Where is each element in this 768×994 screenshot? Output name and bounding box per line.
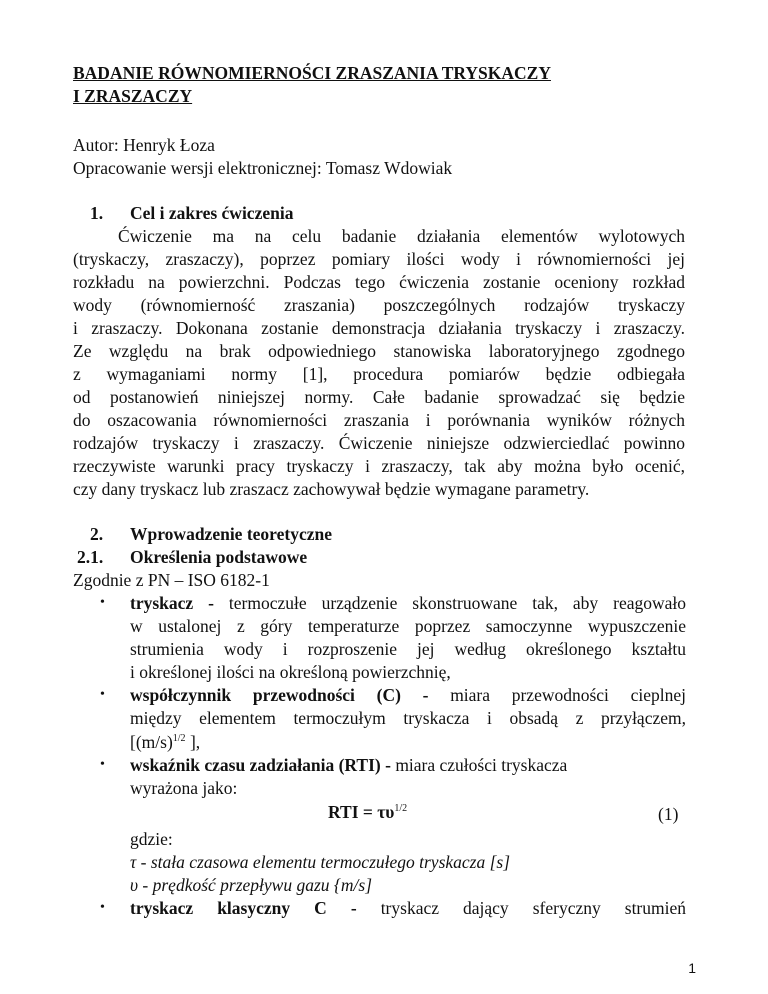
where-label: gdzie: <box>130 829 173 849</box>
section-1-line: Ze względu na brak odpowiedniego stanowiska laboratoryjnego zgodnego <box>73 341 685 361</box>
variable-v: υ - prędkość przepływu gazu {m/s] <box>130 875 373 895</box>
definition-2-line: między elementem termoczułym tryskacza i obsadą z przyłączem, <box>130 708 686 728</box>
section-1-line: z wymaganiami normy [1], procedura pomiarów będzie odbiegała <box>73 364 685 384</box>
definition-2-text: miara przewodności cieplnej <box>450 685 687 705</box>
section-2-heading: Wprowadzenie teoretyczne <box>130 524 333 544</box>
section-2-1-number: 2.1. <box>77 547 104 567</box>
bullet-icon: • <box>100 900 105 915</box>
section-1-line: do oszacowania równomierności zraszania i porównania wyników różnych <box>73 410 685 430</box>
definition-1-line: strumienia wody i rozproszenie jej według określonego kształtu <box>130 639 686 659</box>
section-1-line: od postanowień niniejszej normy. Całe badanie sprowadzać się będzie <box>73 387 685 407</box>
variable-tau: τ - stała czasowa elementu termoczułego tryskacza [s] <box>130 852 511 872</box>
definition-4-text: tryskacz dający sferyczny strumień <box>380 898 686 918</box>
formula-number: (1) <box>658 804 679 824</box>
section-1-line: rodzajów tryskaczy i zraszaczy. Ćwiczenie niniejsze odzwierciedlać powinno <box>73 433 685 453</box>
definition-4-line <box>130 897 686 919</box>
definition-4-term: tryskacz klasyczny C - <box>130 898 357 918</box>
definition-1-text: termoczułe urządzenie skonstruowane tak, aby reagowało <box>228 593 686 613</box>
section-1-line: Ćwiczenie ma na celu badanie działania elementów wylotowych <box>118 226 685 246</box>
section-1-line: rzeczywiste warunki pracy tryskaczy i zraszaczy, tak aby można było ocenić, <box>73 456 685 476</box>
definition-2-term: współczynnik przewodności (C) - <box>130 685 429 705</box>
section-1-line: (tryskaczy, zraszaczy), poprzez pomiary ilości wody i równomierności jej <box>73 249 685 269</box>
definition-1-term: tryskacz - <box>130 593 214 613</box>
standard-reference: Zgodnie z PN – ISO 6182-1 <box>73 570 270 590</box>
formula: RTI = $\tau\upsilon^{1/2}$ <box>328 802 408 822</box>
definition-1-line: w ustalonej z góry temperaturze poprzez samoczynne wypuszczenie <box>130 616 686 636</box>
section-1-heading: Cel i zakres ćwiczenia <box>130 203 294 223</box>
section-1-line: wody (równomierność zraszania) poszczególnych rodzajów tryskaczy <box>73 295 685 315</box>
page-number: 1 <box>688 960 696 976</box>
definition-1-line: i określonej ilości na określoną powierzchnię, <box>130 662 451 682</box>
bullet-icon: • <box>100 595 105 610</box>
bullet-icon: • <box>100 687 105 702</box>
bullet-icon: • <box>100 757 105 772</box>
definition-3-line <box>130 754 567 776</box>
section-1-line: czy dany tryskacz lub zraszacz zachowywał będzie wymagane parametry. <box>73 479 590 499</box>
definition-1-line <box>130 592 686 614</box>
definition-3-text: miara czułości tryskacza <box>395 755 568 775</box>
definition-2-line <box>130 684 686 706</box>
editor: Opracowanie wersji elektronicznej: Tomasz Wdowiak <box>73 158 453 178</box>
definition-3-term: wskaźnik czasu zadziałania (RTI) - <box>130 755 391 775</box>
title-line-1: BADANIE RÓWNOMIERNOŚCI ZRASZANIA TRYSKACZY <box>73 63 551 83</box>
author: Autor: Henryk Łoza <box>73 135 215 155</box>
definition-3-line: wyrażona jako: <box>130 778 238 798</box>
section-2-number: 2. <box>90 524 104 544</box>
definition-2-unit: [$(m/s)^{1/2}$ ], <box>130 732 201 752</box>
section-2-1-heading: Określenia podstawowe <box>130 547 308 567</box>
title-line-2: I ZRASZACZY <box>73 86 193 106</box>
section-1-line: rozkładu na powierzchni. Podczas tego ćwiczenia zostanie oceniony rozkład <box>73 272 685 292</box>
section-1-line: i zraszaczy. Dokonana zostanie demonstracja działania tryskaczy i zraszaczy. <box>73 318 685 338</box>
section-1-number: 1. <box>90 203 104 223</box>
